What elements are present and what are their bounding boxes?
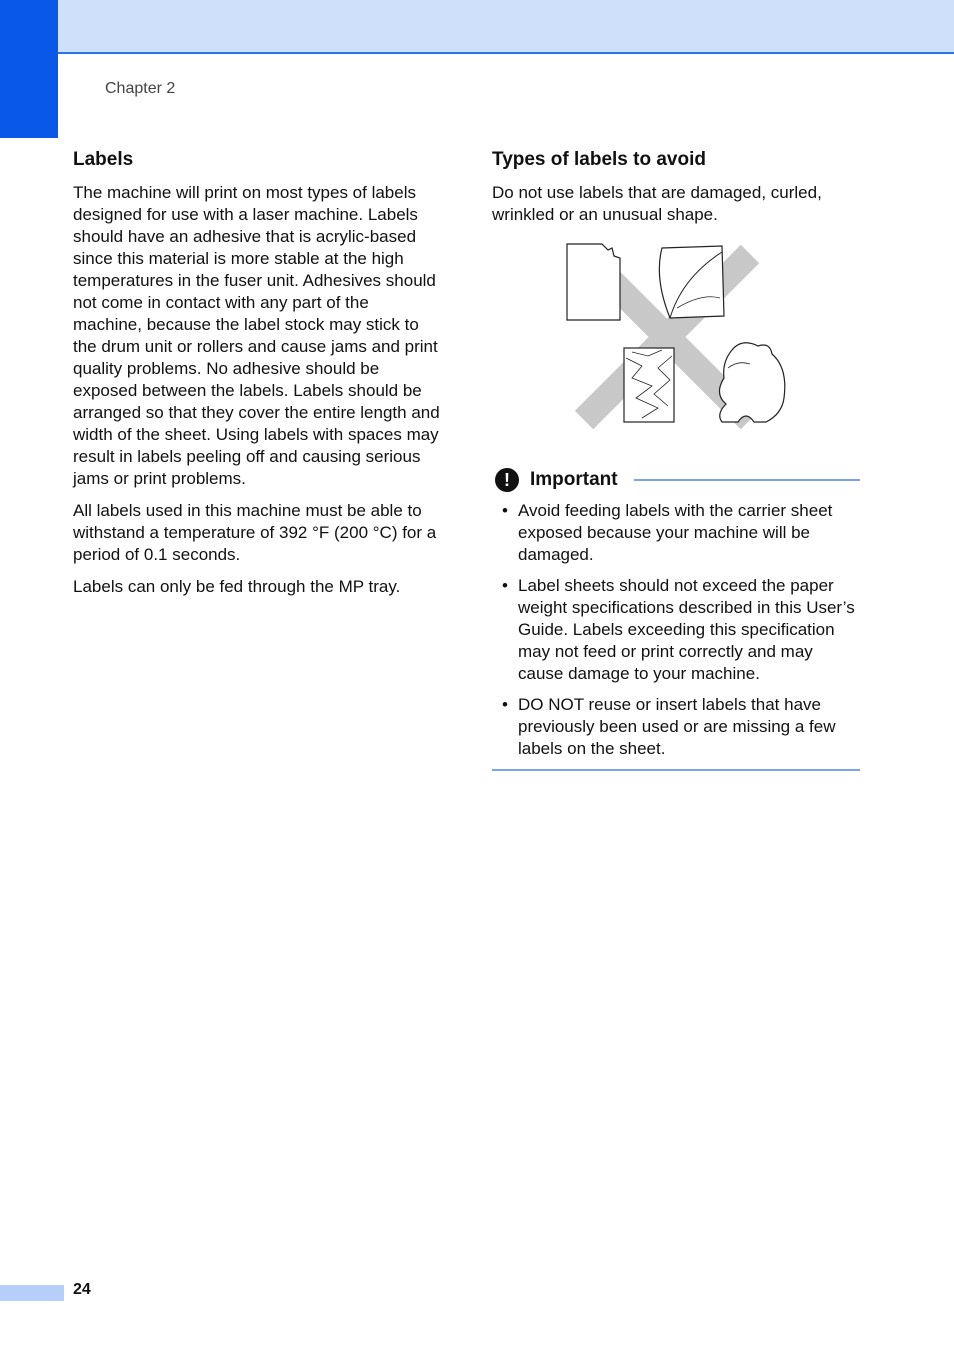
bullet: • <box>502 576 508 595</box>
bullet: • <box>502 501 508 520</box>
important-item-1: Avoid feeding labels with the carrier sheet exposed because your machine will be damaged. <box>518 501 833 564</box>
important-top-rule <box>634 479 860 481</box>
important-item-2: Label sheets should not exceed the paper weight specifications described in this User’s Guide. Labels exceeding this specification may not feed or print correctly and may cause damage to your machine. <box>518 576 855 683</box>
important-title: Important <box>530 469 618 490</box>
page-number: 24 <box>73 1281 91 1298</box>
list-item <box>492 694 860 760</box>
important-item-3: DO NOT reuse or insert labels that have previously been used or are missing a few labels on the sheet. <box>518 695 836 758</box>
important-header <box>492 466 860 494</box>
header-band <box>0 0 954 54</box>
curled-label-icon <box>659 246 724 318</box>
labels-heading: Labels <box>73 149 134 170</box>
list-item <box>492 575 860 685</box>
important-bottom-rule <box>492 769 860 771</box>
wrinkled-label-icon <box>624 348 674 422</box>
types-to-avoid-intro: Do not use labels that are damaged, curled, wrinkled or an unusual shape. <box>492 183 822 224</box>
unusual-shape-label-icon <box>719 343 784 422</box>
important-box <box>492 466 860 771</box>
labels-to-avoid-illustration <box>492 238 860 438</box>
right-column <box>492 148 860 771</box>
footer-band <box>0 1285 64 1301</box>
chapter-label: Chapter 2 <box>105 80 176 97</box>
types-to-avoid-heading: Types of labels to avoid <box>492 149 706 170</box>
labels-paragraph-2: All labels used in this machine must be able to withstand a temperature of 392 °F (200 °C) for a period of 0.1 seconds. <box>73 501 437 564</box>
list-item <box>492 500 860 566</box>
labels-paragraph-1: The machine will print on most types of labels designed for use with a laser machine. Labels should have an adhesive that is acrylic-based since this material is more stable at the high temperatures in the fuser unit. Adhesives should not come in contact with any part of the machine, because the label stock may stick to the drum unit or rollers and cause jams and print quality problems. No adhesive should be exposed between the labels. Labels should be arranged so that they cover the entire length and width of the sheet. Using labels with spaces may result in labels peeling off and causing serious jams or print problems. <box>73 183 440 488</box>
important-list <box>492 500 860 760</box>
labels-paragraph-3: Labels can only be fed through the MP tray. <box>73 577 401 596</box>
bullet: • <box>502 695 508 714</box>
chapter-tab <box>0 0 58 138</box>
damaged-label-icon <box>567 244 620 320</box>
left-column <box>73 148 441 608</box>
exclamation-icon: ! <box>495 468 519 492</box>
